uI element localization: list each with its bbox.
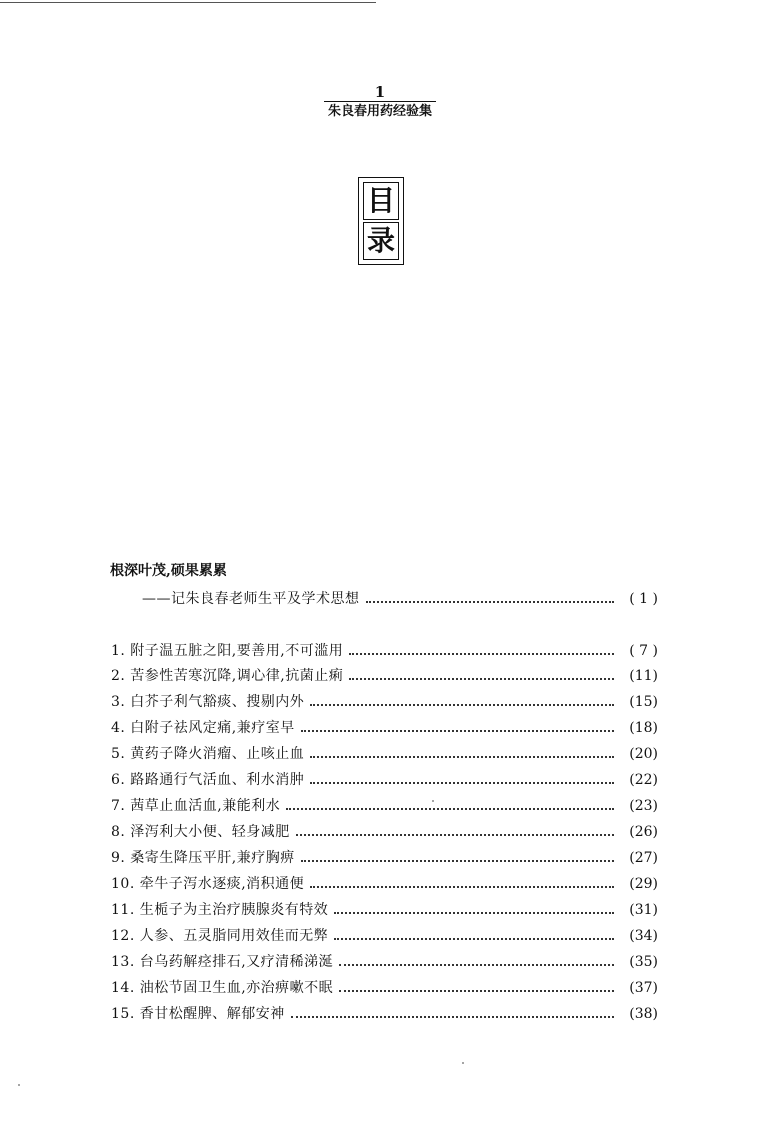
toc-page-number: (38) bbox=[629, 1006, 658, 1022]
toc-entry-text: 1. 附子温五脏之阳,要善用,不可滥用 bbox=[111, 643, 344, 659]
toc-entry bbox=[111, 875, 658, 893]
toc-entry-text: 6. 路路通行气活血、利水消肿 bbox=[111, 772, 305, 788]
toc-entry bbox=[111, 979, 658, 997]
dot-leader bbox=[301, 860, 614, 862]
dot-leader bbox=[349, 678, 614, 680]
dot-leader bbox=[310, 782, 614, 784]
dot-leader bbox=[286, 808, 614, 810]
toc-entry bbox=[111, 667, 658, 685]
page-number: 1 bbox=[374, 83, 386, 101]
header-rule bbox=[324, 101, 436, 102]
toc-page-number: (22) bbox=[629, 772, 658, 788]
scan-speck bbox=[18, 1084, 20, 1086]
toc-page-number: (27) bbox=[629, 850, 658, 866]
toc-entry-text: 9. 桑寄生降压平肝,兼疗胸痹 bbox=[111, 850, 295, 866]
dot-leader bbox=[349, 653, 614, 655]
toc-entry-text: 4. 白附子祛风定痛,兼疗室早 bbox=[111, 720, 295, 736]
dot-leader bbox=[301, 730, 614, 732]
toc-entry-text: 10. 牵牛子泻水逐痰,消积通便 bbox=[111, 876, 305, 892]
dot-leader bbox=[310, 886, 614, 888]
running-header bbox=[300, 84, 460, 120]
toc-entry bbox=[111, 849, 658, 867]
dot-leader bbox=[334, 938, 614, 940]
toc-entry bbox=[111, 642, 658, 660]
toc-entry-text: 11. 生栀子为主治疗胰腺炎有特效 bbox=[111, 902, 329, 918]
toc-page-number: (29) bbox=[629, 876, 658, 892]
dot-leader bbox=[310, 704, 614, 706]
toc-page-number: (20) bbox=[629, 746, 658, 762]
toc-page-number: ( 7 ) bbox=[629, 643, 658, 659]
toc-entry-text: 12. 人参、五灵脂同用效佳而无弊 bbox=[111, 928, 329, 944]
toc-entry-text: 7. 茜草止血活血,兼能利水 bbox=[111, 798, 281, 814]
toc-page-number: (15) bbox=[629, 694, 658, 710]
toc-entry-text: 5. 黄药子降火消瘤、止咳止血 bbox=[111, 746, 305, 762]
toc-entry bbox=[111, 901, 658, 919]
toc-entry-text: 13. 台乌药解痉排石,又疗清稀涕涎 bbox=[111, 954, 334, 970]
book-title: 朱良春用药经验集 bbox=[327, 104, 432, 119]
contents-heading-char-2: 录 bbox=[363, 222, 399, 260]
dot-leader bbox=[339, 964, 614, 966]
dot-leader bbox=[296, 834, 614, 836]
dot-leader bbox=[310, 756, 614, 758]
toc-page-number: (18) bbox=[629, 720, 658, 736]
toc-subtitle-row bbox=[142, 590, 658, 608]
dot-leader bbox=[339, 990, 614, 992]
toc-entry bbox=[111, 745, 658, 763]
toc-page-number: (26) bbox=[629, 824, 658, 840]
toc-page-number: ( 1 ) bbox=[629, 591, 658, 607]
toc-entry bbox=[111, 693, 658, 711]
toc-page-number: (23) bbox=[629, 798, 658, 814]
toc-entry-text: 15. 香甘松醒脾、解郁安神 bbox=[111, 1006, 285, 1022]
toc-entry bbox=[111, 927, 658, 945]
toc-entry bbox=[111, 719, 658, 737]
toc-page-number: (37) bbox=[629, 980, 658, 996]
top-scan-rule bbox=[0, 2, 376, 3]
toc-page-number: (35) bbox=[629, 954, 658, 970]
toc-page-number: (31) bbox=[629, 902, 658, 918]
section-title: 根深叶茂,硕果累累 bbox=[110, 563, 227, 579]
toc-page-number: (34) bbox=[629, 928, 658, 944]
toc-subtitle-text: ——记朱良春老师生平及学术思想 bbox=[142, 591, 360, 607]
toc-entry-text: 8. 泽泻利大小便、轻身减肥 bbox=[111, 824, 290, 840]
toc-entry bbox=[111, 1005, 658, 1023]
contents-heading-box bbox=[358, 177, 404, 265]
toc-page-number: (11) bbox=[629, 668, 658, 684]
toc-entry-text: 2. 苦参性苦寒沉降,调心律,抗菌止痢 bbox=[111, 668, 344, 684]
dot-leader bbox=[366, 601, 615, 603]
toc-entry bbox=[111, 953, 658, 971]
toc-entry bbox=[111, 823, 658, 841]
toc-entry-text: 14. 油松节固卫生血,亦治痹嗽不眠 bbox=[111, 980, 334, 996]
toc-entry bbox=[111, 771, 658, 789]
contents-heading-char-1: 目 bbox=[363, 182, 399, 220]
toc-entry bbox=[111, 797, 658, 815]
scan-speck bbox=[432, 800, 434, 802]
toc-entry-text: 3. 白芥子利气豁痰、搜剔内外 bbox=[111, 694, 305, 710]
scan-speck bbox=[462, 1062, 464, 1064]
dot-leader bbox=[334, 912, 614, 914]
dot-leader bbox=[291, 1016, 614, 1018]
